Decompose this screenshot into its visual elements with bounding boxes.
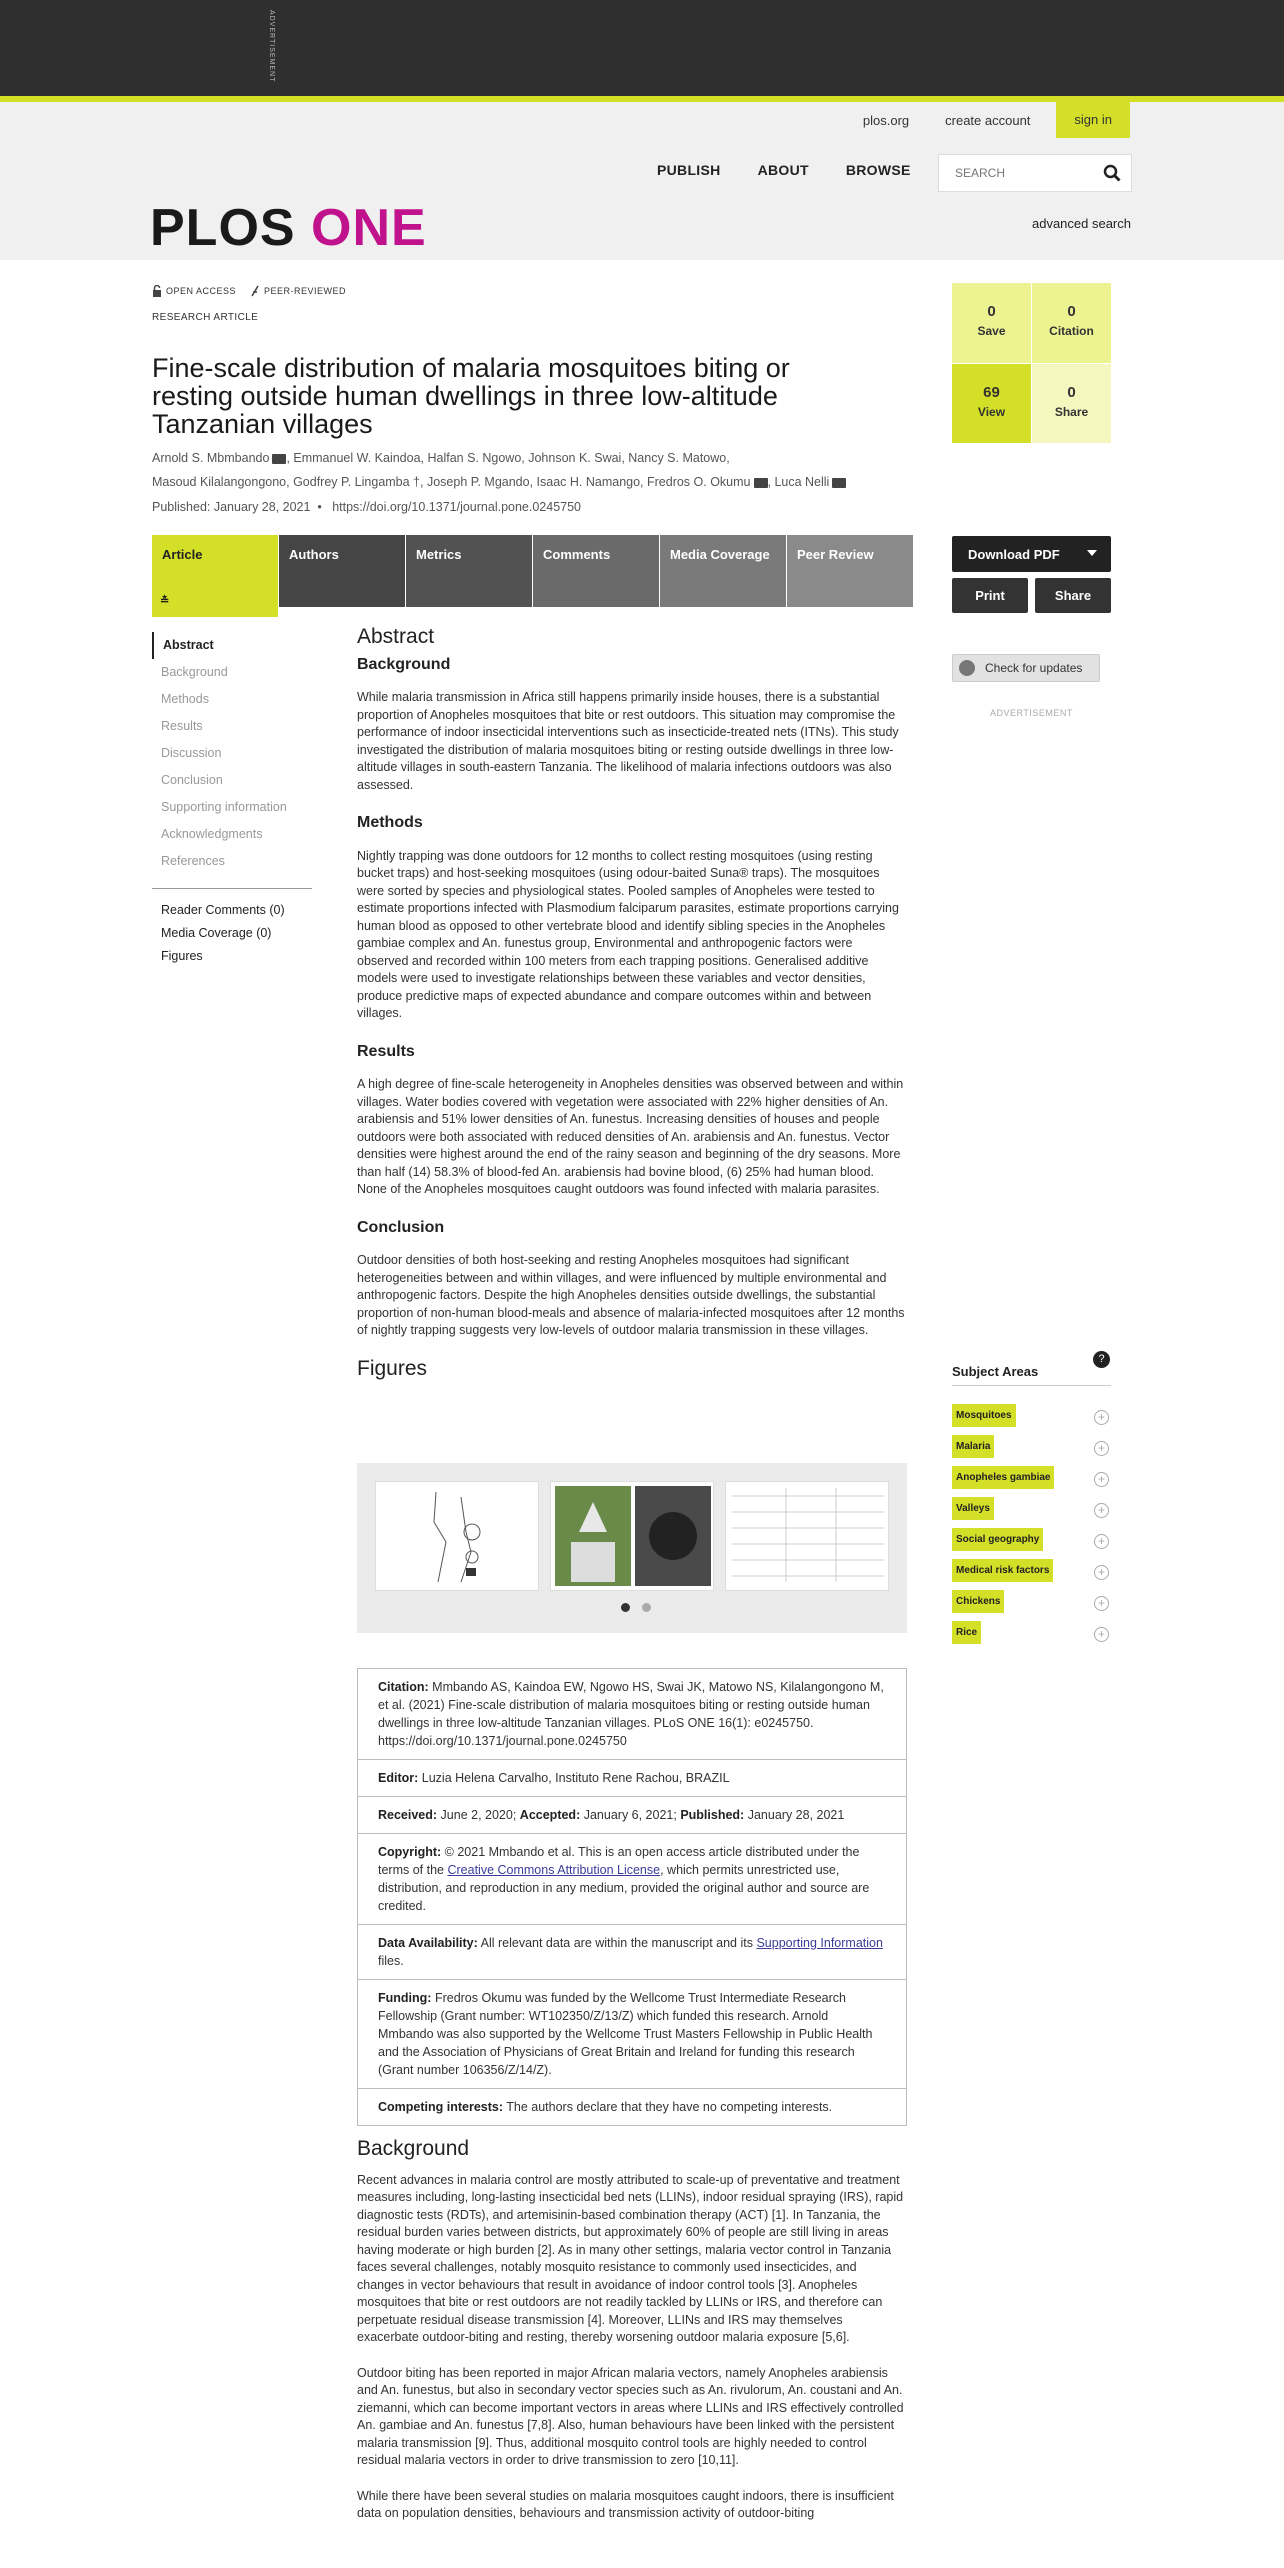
subject-tag[interactable]: Malaria	[952, 1435, 994, 1458]
divider	[952, 1385, 1111, 1386]
nav-references[interactable]: References	[161, 854, 225, 868]
subject-item	[952, 1404, 1111, 1435]
nav-background[interactable]: Background	[161, 665, 228, 679]
metric-value: 0	[987, 303, 996, 320]
competing-interests-text: The authors declare that they have no competing interests.	[506, 2100, 833, 2114]
subject-tag[interactable]: Social geography	[952, 1528, 1043, 1551]
caret-down-icon[interactable]	[1087, 550, 1097, 556]
subject-item	[952, 1559, 1111, 1590]
nav-methods[interactable]: Methods	[161, 692, 209, 706]
section-heading: Conclusion	[357, 1218, 445, 1236]
plus-icon[interactable]: +	[1094, 1534, 1109, 1549]
body-paragraph: While there have been several studies on malaria mosquitoes caught indoors, there is insufficient data on population densities, behaviours and transmission activity of outdoor-biting	[357, 2488, 894, 2520]
nav-about[interactable]: ABOUT	[757, 162, 809, 178]
metric-share[interactable]	[1032, 364, 1111, 444]
carousel-dot[interactable]	[642, 1603, 651, 1612]
nav-figures[interactable]: Figures	[161, 949, 203, 963]
plus-icon[interactable]: +	[1094, 1503, 1109, 1518]
metric-save[interactable]	[952, 283, 1031, 363]
section-nav	[152, 632, 312, 968]
funding-text: Fredros Okumu was funded by the Wellcome Trust Intermediate Research Fellowship (Grant number: WT102350/Z/13/Z) which funded this research. Arnold Mmbando was also supported by the Wellcome Trust Masters Fellowship in Public Health and the Association of Physicians of Great Britain and Ireland for funding this research (Grant number 106356/Z/14/Z).	[378, 1991, 873, 2077]
author-link[interactable]: Masoud Kilalangongono, Godfrey P. Lingamba †, Joseph P. Mgando, Isaac H. Namango, Fredros O. Okumu	[152, 475, 751, 489]
editor-label: Editor:	[378, 1771, 419, 1785]
tab-article[interactable]	[152, 535, 278, 617]
metric-value: 0	[1067, 383, 1076, 401]
editor-text: Luzia Helena Carvalho, Instituto Rene Rachou, BRAZIL	[421, 1771, 730, 1785]
funding-row	[358, 1980, 906, 2089]
published-date: January 28, 2021	[747, 1808, 845, 1822]
background-section	[357, 2137, 907, 2541]
nav-media-coverage[interactable]: Media Coverage (0)	[161, 926, 272, 940]
subject-item	[952, 1590, 1111, 1621]
section-heading: Methods	[357, 814, 423, 831]
plus-icon[interactable]: +	[1094, 1472, 1109, 1487]
figure-thumbnail[interactable]	[550, 1481, 714, 1591]
nav-abstract[interactable]: Abstract	[152, 632, 312, 659]
accepted-label: Accepted:	[519, 1808, 581, 1822]
article-type: RESEARCH ARTICLE	[152, 312, 259, 323]
data-availability-text: All relevant data are within the manuscript and its	[480, 1936, 753, 1950]
photo-figure-image	[551, 1482, 715, 1592]
citation-label: Citation:	[378, 1680, 429, 1694]
article-tabs	[152, 535, 914, 617]
download-pdf-label: Download PDF	[968, 546, 1060, 562]
dates-row	[358, 1797, 906, 1834]
plus-icon[interactable]: +	[1094, 1596, 1109, 1611]
competing-interests-row	[358, 2089, 906, 2125]
metric-value: 0	[1067, 303, 1076, 320]
carousel-pager	[615, 1603, 657, 1612]
tab-media-coverage[interactable]: Media Coverage	[660, 535, 786, 607]
abstract-heading: Abstract	[357, 625, 435, 648]
data-availability-label: Data Availability:	[378, 1936, 478, 1950]
figure-thumbnail[interactable]	[725, 1481, 889, 1591]
received-label: Received:	[378, 1808, 438, 1822]
metric-value: 69	[983, 383, 1000, 401]
received-date: June 2, 2020;	[440, 1808, 517, 1822]
competing-interests-label: Competing interests:	[378, 2100, 504, 2114]
doi-link[interactable]: https://doi.org/10.1371/journal.pone.0245750	[332, 500, 582, 514]
top-links	[827, 102, 1130, 138]
metric-view[interactable]	[952, 364, 1031, 444]
divider	[152, 888, 312, 889]
abstract-paragraph: Outdoor densities of both host-seeking and resting Anopheles mosquitoes had significant heterogeneities between and within villages, and were influenced by multiple environmental and anthropogenic factors. Despite the high Anopheles densities outside dwellings, the substantial proportion of non-human blood-meals and absence of malaria-infected mosquitoes after 12 months of nightly trapping suggests very low-levels of outdoor malaria transmission in these villages.	[357, 1253, 905, 1337]
logo-one: ONE	[311, 199, 427, 257]
nav-acknowledgments[interactable]: Acknowledgments	[161, 827, 263, 841]
section-heading: Results	[357, 1042, 415, 1060]
data-availability-row	[358, 1925, 906, 1980]
nav-browse[interactable]: BROWSE	[845, 162, 911, 178]
citation-row	[358, 1669, 906, 1760]
advanced-search-link[interactable]: advanced search	[1031, 216, 1131, 231]
subject-areas-title: Subject Areas	[952, 1364, 1039, 1379]
chevron-down-icon: ≛	[160, 595, 170, 607]
plus-icon[interactable]: +	[1094, 1410, 1109, 1425]
author-link[interactable]: Arnold S. Mbmbando	[152, 451, 270, 465]
subject-item	[952, 1466, 1111, 1497]
figure-thumbnail[interactable]	[375, 1481, 539, 1591]
accepted-date: January 6, 2021;	[583, 1808, 677, 1822]
advertisement-label: ADVERTISEMENT	[990, 708, 1073, 718]
share-button[interactable]: Share	[1035, 578, 1111, 613]
body-paragraph: Outdoor biting has been reported in major African malaria vectors, namely Anopheles arabiensis and An. funestus, but also in secondary vector species such as An. rivulorum, An. coustani and An. ziemanni, which can become important vectors in areas where LLINs and IRS effectively controlled An. gambiae and An. funestus [7,8]. Also, human behaviours have been linked with the persistent malaria transmission [9]. Thus, additional mosquito control tools are highly needed to control residual malaria vectors in order to drive transmission to zero [10,11].	[357, 2365, 904, 2467]
subject-item	[952, 1621, 1111, 1652]
nav-results[interactable]: Results	[161, 719, 203, 733]
abstract-paragraph: A high degree of fine-scale heterogeneity in Anopheles densities was observed between and within villages. Water bodies covered with vegetation were associated with 22% higher densities of An. arabiensis and 51% lower densities of An. funestus. Increasing densities of houses and people outdoors were both associated with reduced densities of An. arabiensis and An. funestus. Vector densities were highest around the end of the rainy season and beginning of the dry seasons. More than half (14) 58.3% of blood-fed An. arabiensis had bovine blood, (6) 25% had human blood. None of the Anopheles mosquitoes caught outdoors was found infected with malaria parasites.	[357, 1077, 904, 1196]
abstract-section	[357, 625, 907, 1387]
metric-citation[interactable]	[1032, 283, 1111, 363]
body-paragraph: Recent advances in malaria control are mostly attributed to scale-up of preventative and treatment measures including, long-lasting insecticidal bed nets (LLINs), indoor residual spraying (IRS), rapid diagnostic tests (RDTs), and artemisinin-based combination therapy (ACT) [1]. In Tanzania, the residual burden varies between districts, but approximately 60% of people are still living in areas having moderate or high burden [2]. As in many other settings, malaria vector control in Tanzania faces several challenges, notably mosquito resistance to commonly used insecticides, and changes in vector behaviours that result in avoidance of indoor control tools [3]. Anopheles mosquitoes that bite or rest outdoors are not readily tackled by LLINs or IRS, and therefore can perpetuate residual disease transmission [4]. Moreover, LLINs and IRS may themselves exacerbate outdoor-biting and resting, thereby worsening outdoor malaria exposure [5,6].	[357, 2172, 904, 2344]
editor-row	[358, 1760, 906, 1797]
metric-label: Share	[1054, 404, 1089, 419]
peer-reviewed-label: PEER-REVIEWED	[264, 286, 347, 296]
metric-label: Citation	[1049, 324, 1094, 338]
subject-item	[952, 1497, 1111, 1528]
check-for-updates-label: Check for updates	[985, 661, 1083, 675]
tab-comments[interactable]: Comments	[533, 535, 659, 607]
abstract-paragraph: While malaria transmission in Africa still happens primarily inside houses, there is a substantial proportion of Anopheles mosquitoes that bite or rest outdoors. This situation may compromise the performance of indoor insecticidal interventions such as insecticide-treated nets (ITNs). This study investigated the distribution of malaria mosquitoes biting or resting outside dwellings in three low-altitude villages in south-eastern Tanzania. The likelihood of malaria infections outdoors was also assessed.	[357, 690, 899, 792]
nav-reader-comments[interactable]: Reader Comments (0)	[161, 903, 285, 917]
carousel-dot[interactable]	[621, 1603, 630, 1612]
plos-org-link[interactable]: plos.org	[862, 112, 910, 128]
orcid-icon[interactable]	[832, 478, 846, 488]
subject-tag[interactable]: Valleys	[952, 1497, 994, 1520]
nav-publish[interactable]: PUBLISH	[657, 162, 721, 178]
funding-label: Funding:	[378, 1991, 432, 2005]
author-link[interactable]: , Emmanuel W. Kaindoa, Halfan S. Ngowo, Johnson K. Swai, Nancy S. Matowo,	[286, 451, 730, 465]
metric-label: View	[977, 404, 1006, 419]
tab-metrics[interactable]: Metrics	[406, 535, 532, 607]
publication-info: Published: January 28, 2021 • https://doi.org/10.1371/journal.pone.0245750	[152, 500, 582, 514]
nav-conclusion[interactable]: Conclusion	[161, 773, 223, 787]
plus-icon[interactable]: +	[1094, 1627, 1109, 1642]
map-figure-image	[376, 1482, 540, 1592]
main-nav	[657, 162, 948, 178]
table-figure-image	[726, 1482, 890, 1592]
plos-one-logo[interactable]	[150, 198, 427, 258]
background-heading: Background	[357, 2137, 470, 2160]
metric-label: Save	[977, 324, 1006, 338]
orcid-icon[interactable]	[754, 478, 768, 488]
check-for-updates-button[interactable]	[952, 654, 1100, 682]
search-input[interactable]	[953, 165, 1103, 181]
site-header	[0, 102, 1284, 260]
data-availability-text: files.	[378, 1954, 404, 1968]
plus-icon[interactable]: +	[1094, 1441, 1109, 1456]
article-metrics	[952, 283, 1111, 443]
tab-authors[interactable]: Authors	[279, 535, 405, 607]
subject-item	[952, 1435, 1111, 1466]
abstract-paragraph: Nightly trapping was done outdoors for 12 months to collect resting mosquitoes (using resting bucket traps) and host-seeking mosquitoes (using odour-baited Suna® traps). The mosquitoes were sorted by species and physiological states. Pooled samples of Anopheles were tested to estimate proportions infected with Plasmodium falciparum parasites, estimate proportions carrying human blood as opposed to other vertebrate blood and identify sibling species in the Anopheles gambiae complex and An. funestus group, Environmental and anthropogenic factors were observed and recorded within 100 meters from each trapping positions. Generalised additive models were used to investigate relationships between these variables and vector densities, produce predictive maps of expected abundance and compare outcomes within and between villages.	[357, 848, 899, 1020]
crossmark-icon	[959, 660, 975, 676]
copyright-text: © 2021 Mmbando et al. This is an open access article distributed under the terms of the	[378, 1845, 860, 1877]
author-link[interactable]: , Luca Nelli	[767, 475, 830, 489]
sign-in-button[interactable]: sign in	[1056, 102, 1130, 138]
search-icon[interactable]	[1103, 164, 1121, 182]
email-icon[interactable]	[272, 454, 286, 464]
subject-tag[interactable]: Chickens	[952, 1590, 1004, 1613]
figures-heading: Figures	[357, 1356, 428, 1380]
download-pdf-button[interactable]	[952, 536, 1111, 572]
published-label: Published:	[680, 1808, 745, 1822]
top-ad-bar	[0, 0, 1284, 102]
subject-tag[interactable]: Medical risk factors	[952, 1559, 1053, 1582]
article-badges	[152, 285, 360, 297]
create-account-link[interactable]: create account	[945, 112, 1031, 128]
article-title: Fine-scale distribution of malaria mosquitoes biting or resting outside human dwellings in three low-altitude Tanzanian villages	[152, 353, 790, 439]
license-link[interactable]: Creative Commons Attribution License	[447, 1863, 661, 1877]
open-access-label: OPEN ACCESS	[166, 286, 237, 296]
figure-carousel	[357, 1463, 907, 1633]
subject-tag[interactable]: Anopheles gambiae	[952, 1466, 1054, 1489]
section-heading: Background	[357, 655, 451, 673]
nav-supporting-information[interactable]: Supporting information	[161, 800, 287, 814]
article-metadata	[357, 1668, 907, 2126]
help-icon[interactable]: ?	[1093, 1351, 1110, 1368]
tab-label: Article	[162, 547, 203, 562]
published-date: Published: January 28, 2021	[152, 500, 311, 514]
author-list	[152, 446, 912, 494]
peer-reviewed-icon	[250, 285, 260, 297]
subject-item	[952, 1528, 1111, 1559]
copyright-text: , which permits unrestricted use, distribution, and reproduction in any medium, provided the original author and source are credited.	[378, 1863, 870, 1913]
subject-tag[interactable]: Rice	[952, 1621, 981, 1644]
copyright-row	[358, 1834, 906, 1925]
subject-tag[interactable]: Mosquitoes	[952, 1404, 1016, 1427]
print-button[interactable]: Print	[952, 578, 1028, 613]
supporting-information-link[interactable]: Supporting Information	[756, 1936, 883, 1950]
logo-plos: PLOS	[150, 199, 296, 257]
subject-areas-list	[952, 1404, 1111, 1652]
ad-label: ADVERTISEMENT	[268, 10, 275, 83]
search-box	[938, 154, 1132, 192]
plus-icon[interactable]: +	[1094, 1565, 1109, 1580]
open-access-icon	[152, 285, 162, 297]
citation-text: Mmbando AS, Kaindoa EW, Ngowo HS, Swai JK, Matowo NS, Kilalangongono M, et al. (2021) Fine-scale distribution of malaria mosquitoes biting or resting outside human dwellings in three low-altitude Tanzanian villages. PLoS ONE 16(1): e0245750. https://doi.org/10.1371/journal.pone.0245750	[378, 1680, 884, 1748]
nav-discussion[interactable]: Discussion	[161, 746, 222, 760]
tab-peer-review[interactable]: Peer Review	[787, 535, 913, 607]
copyright-label: Copyright:	[378, 1845, 442, 1859]
